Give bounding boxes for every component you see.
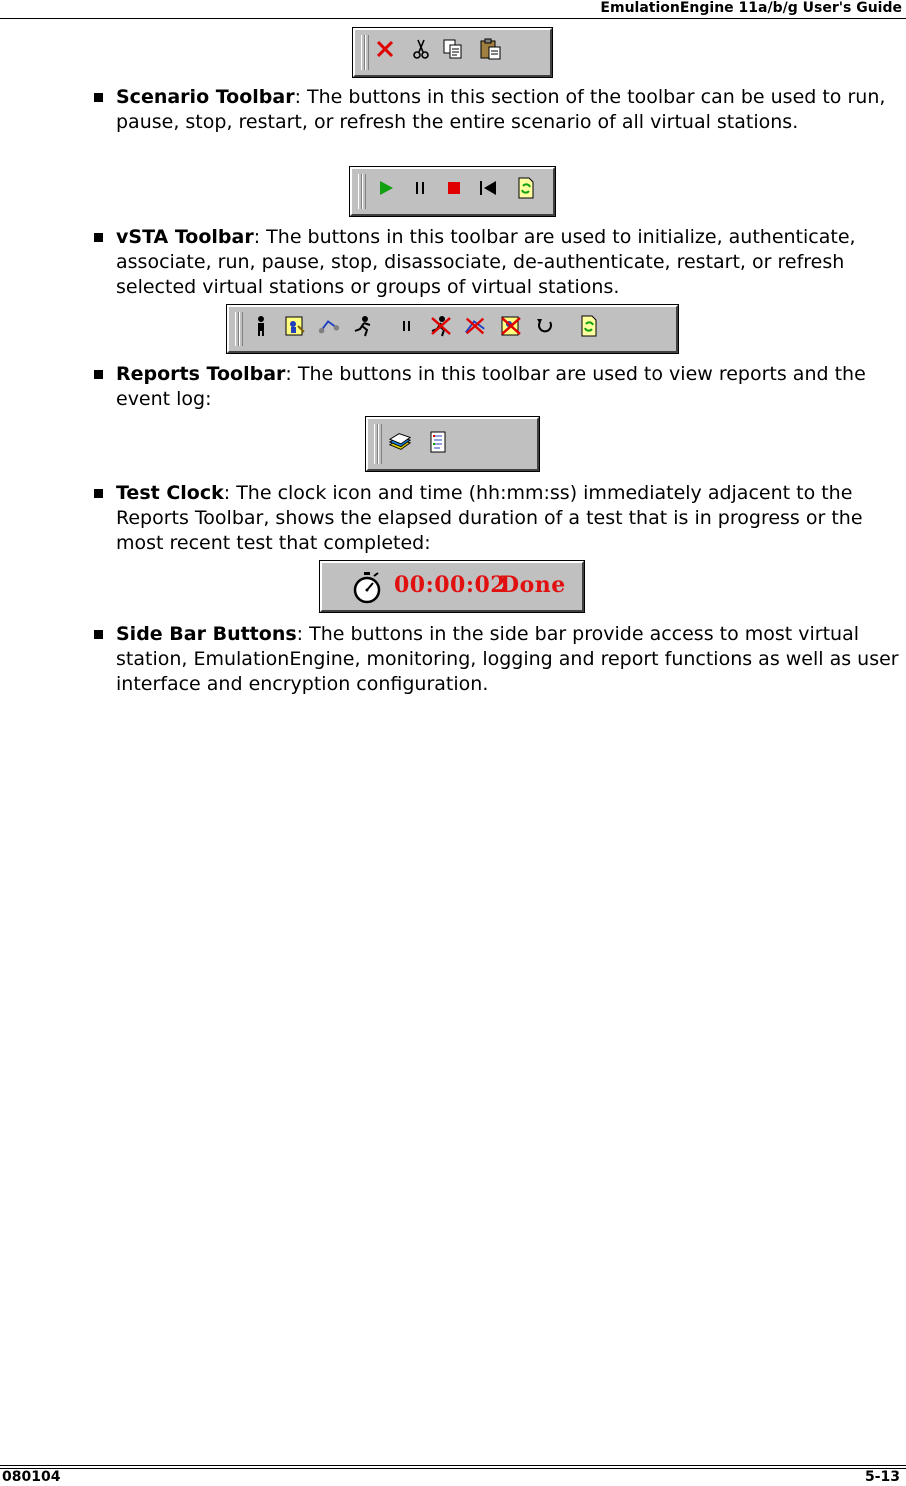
bullet-marker — [94, 370, 103, 379]
list-item-term: Test Clock — [116, 482, 224, 504]
restart-icon[interactable] — [476, 175, 500, 201]
bullet-marker — [94, 93, 103, 102]
edit-toolbar — [353, 28, 552, 77]
bullet-marker — [94, 489, 103, 498]
refresh-icon[interactable] — [514, 175, 538, 201]
test-clock — [320, 561, 584, 612]
list-item-description: : The buttons in this toolbar are used to initialize, authenticate, associate, run, pause, stop, disassociate, de-authenticate, restart, or refresh selected virtual stations or groups of virtual stations. — [116, 226, 856, 298]
list-item — [94, 481, 900, 556]
associate-icon[interactable] — [317, 313, 341, 339]
stop-icon[interactable] — [429, 313, 453, 339]
list-item-description: : The buttons in this section of the toolbar can be used to run, pause, stop, restart, or refresh the entire scenario of all virtual stations. — [116, 86, 886, 133]
de-authenticate-icon[interactable] — [499, 313, 523, 339]
reports-icon[interactable] — [388, 429, 412, 455]
disassociate-icon[interactable] — [463, 313, 487, 339]
list-item-description: : The buttons in this toolbar are used to view reports and the event log: — [116, 363, 866, 410]
list-item-text — [116, 85, 906, 135]
list-item-term: Side Bar Buttons — [116, 623, 297, 645]
cut-icon[interactable] — [409, 36, 433, 62]
list-item-text — [116, 622, 906, 697]
bullet-marker — [94, 630, 103, 639]
list-item — [94, 85, 900, 160]
pause-icon[interactable] — [395, 313, 419, 339]
list-item-term: vSTA Toolbar — [116, 226, 254, 248]
header-rule — [0, 18, 906, 19]
list-item-text — [116, 362, 906, 412]
stop-icon[interactable] — [442, 175, 466, 201]
list-item-description: : The buttons in the side bar provide access to most virtual station, EmulationEngine, monitoring, logging and report functions as well as user interface and encryption configuration. — [116, 623, 899, 695]
list-item-term: Reports Toolbar — [116, 363, 286, 385]
elapsed-time: 00:00:02 — [394, 572, 507, 598]
reports-toolbar — [366, 417, 539, 471]
run-icon[interactable] — [374, 175, 398, 201]
test-status: Done — [500, 572, 566, 598]
list-item-text — [116, 481, 906, 556]
list-item — [94, 622, 900, 697]
footer-rule — [0, 1465, 906, 1466]
copy-icon[interactable] — [441, 36, 465, 62]
list-item-term: Scenario Toolbar — [116, 86, 295, 108]
list-item-text — [116, 225, 906, 300]
run-icon[interactable] — [351, 313, 375, 339]
stopwatch-icon — [350, 571, 384, 605]
initialize-icon[interactable] — [249, 313, 273, 339]
page-number: 5-13 — [864, 1469, 900, 1485]
footer-rule — [0, 1468, 906, 1469]
document-id: 080104 — [2, 1469, 61, 1485]
toolbar-grip[interactable] — [239, 312, 243, 346]
delete-icon[interactable] — [373, 36, 397, 62]
toolbar-grip[interactable] — [365, 35, 369, 70]
list-item-description: : The clock icon and time (hh:mm:ss) immediately adjacent to the Reports Toolbar, shows the elapsed duration of a test that is in progress or the most recent test that completed: — [116, 482, 863, 554]
refresh-icon[interactable] — [577, 313, 601, 339]
pause-icon[interactable] — [408, 175, 432, 201]
document-header-title: EmulationEngine 11a/b/g User's Guide — [600, 0, 902, 16]
authenticate-icon[interactable] — [283, 313, 307, 339]
scenario-toolbar — [350, 167, 555, 216]
restart-icon[interactable] — [533, 313, 557, 339]
event-log-icon[interactable] — [426, 429, 450, 455]
vsta-toolbar — [227, 305, 678, 353]
toolbar-grip[interactable] — [362, 174, 366, 209]
toolbar-grip[interactable] — [378, 424, 382, 464]
list-item — [94, 225, 900, 300]
paste-icon[interactable] — [479, 36, 503, 62]
list-item — [94, 362, 900, 412]
bullet-marker — [94, 233, 103, 242]
